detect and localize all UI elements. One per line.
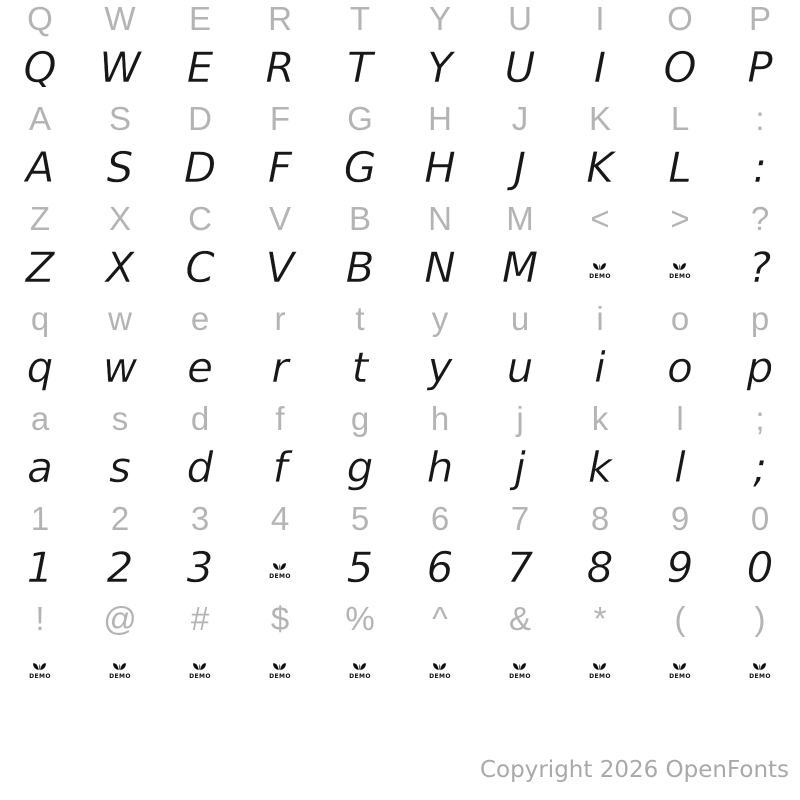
reference-row	[0, 393, 800, 443]
reference-row	[0, 593, 800, 643]
reference-row	[0, 93, 800, 143]
glyph-cell: *	[593, 599, 607, 637]
glyph-cell: O	[663, 43, 697, 92]
glyph-cell: 3	[186, 543, 214, 592]
glyph-cell: R	[268, 0, 292, 37]
glyph-cell: 2	[110, 499, 130, 537]
glyph-cell: B	[348, 199, 371, 237]
fleuron-icon	[31, 662, 48, 673]
fleuron-icon	[591, 262, 608, 273]
glyph-cell: 5	[350, 499, 370, 537]
glyph-cell: X	[108, 199, 131, 237]
demo-marker-label: DEMO	[669, 272, 691, 280]
glyph-cell: J	[511, 99, 529, 137]
glyph-cell: ^	[432, 599, 448, 637]
demo-marker-cell	[160, 647, 240, 689]
glyph-cell: l	[676, 399, 684, 437]
glyph-cell: f	[272, 443, 288, 492]
demo-marker-cell	[640, 647, 720, 689]
glyph-cell: 8	[586, 543, 614, 592]
glyph-cell: S	[106, 143, 134, 192]
glyph-cell: J	[513, 143, 527, 192]
glyph-cell: T	[347, 43, 373, 92]
glyph-cell: o	[670, 299, 690, 337]
demo-marker-label: DEMO	[349, 672, 371, 680]
specimen-row	[0, 543, 800, 593]
glyph-cell: k	[591, 399, 609, 437]
fleuron-icon	[511, 662, 528, 673]
glyph-cell: A	[25, 143, 55, 192]
glyph-cell: 0	[746, 543, 774, 592]
specimen-row	[0, 143, 800, 193]
glyph-cell: ;	[755, 399, 765, 437]
reference-row	[0, 193, 800, 243]
copyright-text: Copyright 2026 OpenFonts	[480, 757, 790, 783]
glyph-cell: 2	[106, 543, 134, 592]
glyph-cell: h	[430, 399, 450, 437]
demo-marker-icon	[509, 662, 531, 680]
glyph-cell: H	[428, 99, 452, 137]
reference-row	[0, 0, 800, 43]
glyph-cell: w	[102, 343, 138, 392]
glyph-cell: r	[274, 299, 286, 337]
demo-marker-icon	[189, 662, 211, 680]
glyph-cell: D	[188, 99, 212, 137]
demo-marker-cell	[240, 547, 320, 589]
glyph-cell: y	[431, 299, 449, 337]
fleuron-icon	[351, 662, 368, 673]
glyph-cell: O	[667, 0, 693, 37]
glyph-cell: e	[190, 299, 210, 337]
glyph-cell: Y	[427, 43, 453, 92]
glyph-cell: @	[103, 599, 137, 637]
demo-marker-label: DEMO	[269, 572, 291, 580]
glyph-cell: o	[667, 343, 693, 392]
glyph-cell: d	[190, 399, 210, 437]
demo-marker-label: DEMO	[749, 672, 771, 680]
glyph-cell: a	[30, 399, 50, 437]
glyph-cell: l	[674, 443, 686, 492]
glyph-cell: M	[506, 199, 534, 237]
glyph-cell: :	[752, 143, 768, 192]
demo-marker-icon	[669, 262, 691, 280]
demo-marker-icon	[349, 662, 371, 680]
demo-marker-icon	[269, 562, 291, 580]
glyph-cell: 4	[270, 499, 290, 537]
glyph-cell: W	[99, 43, 141, 92]
glyph-cell: Q	[27, 0, 53, 37]
demo-marker-label: DEMO	[429, 672, 451, 680]
glyph-cell: f	[275, 399, 285, 437]
demo-marker-cell	[720, 647, 800, 689]
glyph-cell: F	[267, 143, 293, 192]
glyph-cell: <	[590, 199, 610, 237]
glyph-cell: N	[424, 243, 456, 292]
demo-marker-cell	[480, 647, 560, 689]
glyph-cell: ;	[752, 443, 768, 492]
glyph-cell: Q	[23, 43, 57, 92]
demo-marker-icon	[589, 262, 611, 280]
demo-marker-icon	[269, 662, 291, 680]
glyph-cell: %	[345, 599, 375, 637]
demo-marker-cell	[560, 247, 640, 289]
glyph-cell: 1	[26, 543, 54, 592]
glyph-cell: P	[748, 0, 771, 37]
glyph-cell: U	[504, 43, 536, 92]
glyph-cell: 5	[346, 543, 374, 592]
glyph-cell: )	[754, 599, 766, 637]
fleuron-icon	[191, 662, 208, 673]
fleuron-icon	[671, 662, 688, 673]
glyph-cell: I	[595, 0, 605, 37]
specimen-row	[0, 443, 800, 493]
demo-marker-icon	[669, 662, 691, 680]
glyph-cell: M	[501, 243, 539, 292]
fleuron-icon	[591, 662, 608, 673]
specimen-row	[0, 643, 800, 693]
glyph-cell: q	[26, 343, 54, 392]
glyph-cell: s	[111, 399, 129, 437]
glyph-cell: V	[265, 243, 295, 292]
glyph-cell: k	[587, 443, 613, 492]
demo-marker-label: DEMO	[269, 672, 291, 680]
demo-marker-cell	[560, 647, 640, 689]
glyph-cell: E	[186, 43, 214, 92]
demo-marker-label: DEMO	[669, 672, 691, 680]
reference-row	[0, 493, 800, 543]
demo-marker-label: DEMO	[29, 672, 51, 680]
demo-marker-cell	[240, 647, 320, 689]
glyph-cell: U	[508, 0, 532, 37]
specimen-row	[0, 343, 800, 393]
glyph-cell: L	[670, 99, 690, 137]
glyph-cell: 9	[670, 499, 690, 537]
glyph-cell: T	[349, 0, 371, 37]
glyph-cell: E	[188, 0, 211, 37]
glyph-cell: 7	[510, 499, 530, 537]
glyph-cell: L	[668, 143, 692, 192]
glyph-cell: !	[35, 599, 45, 637]
demo-marker-cell	[400, 647, 480, 689]
glyph-cell: d	[186, 443, 214, 492]
fleuron-icon	[111, 662, 128, 673]
glyph-cell: R	[265, 43, 295, 92]
glyph-cell: 7	[506, 543, 534, 592]
glyph-cell: Z	[29, 199, 51, 237]
glyph-cell: H	[424, 143, 456, 192]
glyph-cell: s	[109, 443, 131, 492]
glyph-cell: G	[347, 99, 373, 137]
demo-marker-label: DEMO	[509, 672, 531, 680]
demo-marker-cell	[320, 647, 400, 689]
demo-marker-label: DEMO	[589, 672, 611, 680]
demo-marker-cell	[80, 647, 160, 689]
glyph-cell: u	[510, 299, 530, 337]
glyph-cell: A	[28, 99, 51, 137]
glyph-cell: a	[27, 443, 53, 492]
glyph-cell: Y	[428, 0, 451, 37]
glyph-cell: h	[426, 443, 454, 492]
glyph-cell: C	[185, 243, 215, 292]
fleuron-icon	[671, 262, 688, 273]
specimen-row	[0, 243, 800, 293]
glyph-cell: w	[108, 299, 132, 337]
glyph-cell: j	[516, 399, 524, 437]
glyph-cell: Z	[25, 243, 55, 292]
glyph-cell: P	[747, 43, 773, 92]
fleuron-icon	[271, 562, 288, 573]
demo-marker-cell	[640, 247, 720, 289]
glyph-cell: K	[588, 99, 611, 137]
demo-marker-icon	[109, 662, 131, 680]
glyph-cell: j	[514, 443, 526, 492]
demo-marker-icon	[29, 662, 51, 680]
demo-marker-icon	[589, 662, 611, 680]
glyph-cell: r	[271, 343, 289, 392]
demo-marker-icon	[429, 662, 451, 680]
glyph-cell: t	[351, 343, 369, 392]
glyph-cell: t	[355, 299, 365, 337]
glyph-cell: S	[108, 99, 131, 137]
glyph-cell: u	[506, 343, 534, 392]
glyph-cell: D	[183, 143, 217, 192]
glyph-cell: y	[427, 343, 453, 392]
demo-marker-icon	[749, 662, 771, 680]
glyph-cell: X	[105, 243, 135, 292]
fleuron-icon	[271, 662, 288, 673]
glyph-cell: N	[428, 199, 452, 237]
reference-row	[0, 293, 800, 343]
specimen-row	[0, 43, 800, 93]
demo-marker-cell	[0, 647, 80, 689]
glyph-cell: B	[345, 243, 375, 292]
glyph-cell: K	[586, 143, 614, 192]
glyph-cell: (	[674, 599, 686, 637]
glyph-cell: :	[755, 99, 765, 137]
glyph-cell: 6	[430, 499, 450, 537]
glyph-cell: ?	[748, 243, 772, 292]
glyph-cell: p	[750, 299, 770, 337]
demo-marker-label: DEMO	[109, 672, 131, 680]
glyph-cell: g	[346, 443, 374, 492]
glyph-cell: 0	[750, 499, 770, 537]
glyph-cell: e	[187, 343, 213, 392]
glyph-cell: 9	[666, 543, 694, 592]
fleuron-icon	[431, 662, 448, 673]
glyph-cell: #	[190, 599, 210, 637]
glyph-cell: i	[594, 343, 606, 392]
glyph-cell: 1	[30, 499, 50, 537]
glyph-cell: F	[269, 99, 291, 137]
glyph-cell: 8	[590, 499, 610, 537]
glyph-cell: &	[508, 599, 531, 637]
glyph-cell: g	[350, 399, 370, 437]
glyph-cell: I	[593, 43, 607, 92]
glyph-cell: V	[268, 199, 291, 237]
glyph-cell: ?	[750, 199, 770, 237]
glyph-cell: 6	[426, 543, 454, 592]
demo-marker-label: DEMO	[189, 672, 211, 680]
glyph-cell: >	[670, 199, 690, 237]
glyph-cell: $	[270, 599, 290, 637]
glyph-cell: W	[104, 0, 136, 37]
glyph-cell: G	[343, 143, 377, 192]
glyph-cell: 3	[190, 499, 210, 537]
demo-marker-label: DEMO	[589, 272, 611, 280]
fleuron-icon	[751, 662, 768, 673]
glyph-cell: p	[746, 343, 774, 392]
glyph-cell: i	[596, 299, 604, 337]
glyph-cell: q	[30, 299, 50, 337]
glyph-cell: C	[188, 199, 212, 237]
